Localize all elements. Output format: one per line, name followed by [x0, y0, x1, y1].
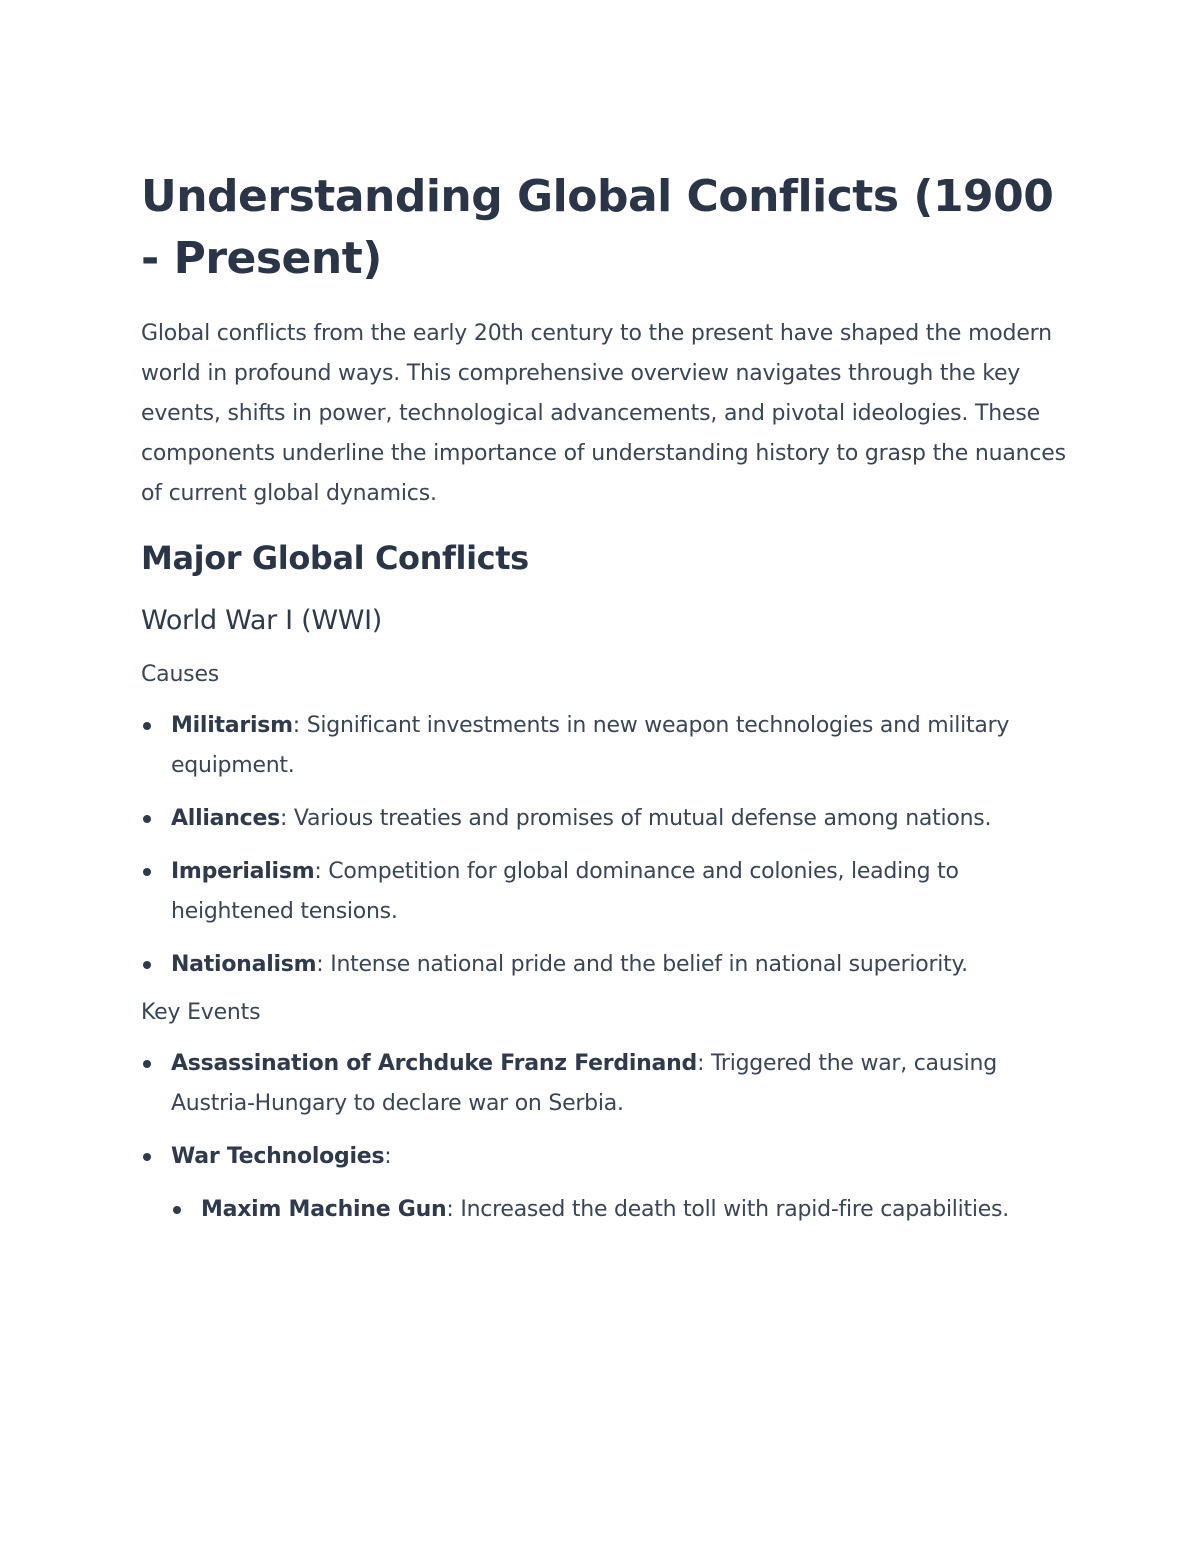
list-item-text: : Competition for global dominance and colonies, leading to heightened tensions.	[171, 859, 959, 924]
bullet-icon	[143, 1153, 151, 1161]
list-item-text: : Various treaties and promises of mutual defense among nations.	[279, 806, 992, 831]
list-item-term: Imperialism	[171, 859, 315, 884]
list-item-term: Nationalism	[171, 952, 317, 977]
list-item-text: : Increased the death toll with rapid-fire capabilities.	[446, 1197, 1010, 1222]
list-item-term: Militarism	[171, 713, 293, 738]
list-item	[141, 1044, 1071, 1124]
bullet-icon	[143, 815, 151, 823]
list-item	[141, 799, 1071, 839]
bullet-icon	[173, 1206, 181, 1214]
intro-paragraph: Global conflicts from the early 20th century to the present have shaped the modern world in profound ways. This comprehensive overview navigates through the key events, shifts in power, technological advancements, and pivotal ideologies. These components underline the importance of understanding history to grasp the nuances of current global dynamics.	[141, 321, 1066, 506]
list-item	[141, 852, 1071, 932]
list-item-term: Alliances	[171, 806, 280, 831]
list-item-text: : Triggered the war, causing Austria-Hungary to declare war on Serbia.	[171, 1051, 997, 1116]
list-item-text: : Significant investments in new weapon technologies and military equipment.	[171, 713, 1010, 778]
list-item-text: :	[384, 1144, 392, 1169]
list-item	[141, 1137, 1071, 1230]
bullet-icon	[143, 868, 151, 876]
bullet-icon	[143, 722, 151, 730]
list-item-text: : Intense national pride and the belief in national superiority.	[316, 952, 968, 977]
key-events-list	[141, 1044, 1071, 1230]
section-heading-major-conflicts: Major Global Conflicts	[141, 539, 529, 577]
war-technologies-sublist	[171, 1190, 1071, 1230]
document-page	[141, 166, 1071, 1243]
key-events-heading: Key Events	[141, 1000, 261, 1025]
causes-list	[141, 706, 1071, 985]
bullet-icon	[143, 1060, 151, 1068]
bullet-icon	[143, 961, 151, 969]
list-item	[171, 1190, 1071, 1230]
list-item	[141, 706, 1071, 786]
causes-heading: Causes	[141, 662, 220, 687]
list-item-term: Maxim Machine Gun	[201, 1197, 447, 1222]
list-item-term: Assassination of Archduke Franz Ferdinand	[171, 1051, 698, 1076]
list-item-term: War Technologies	[171, 1144, 385, 1169]
page-title: Understanding Global Conflicts (1900 - Present)	[141, 171, 1054, 284]
list-item	[141, 945, 1071, 985]
subsection-heading-wwi: World War I (WWI)	[141, 605, 383, 636]
